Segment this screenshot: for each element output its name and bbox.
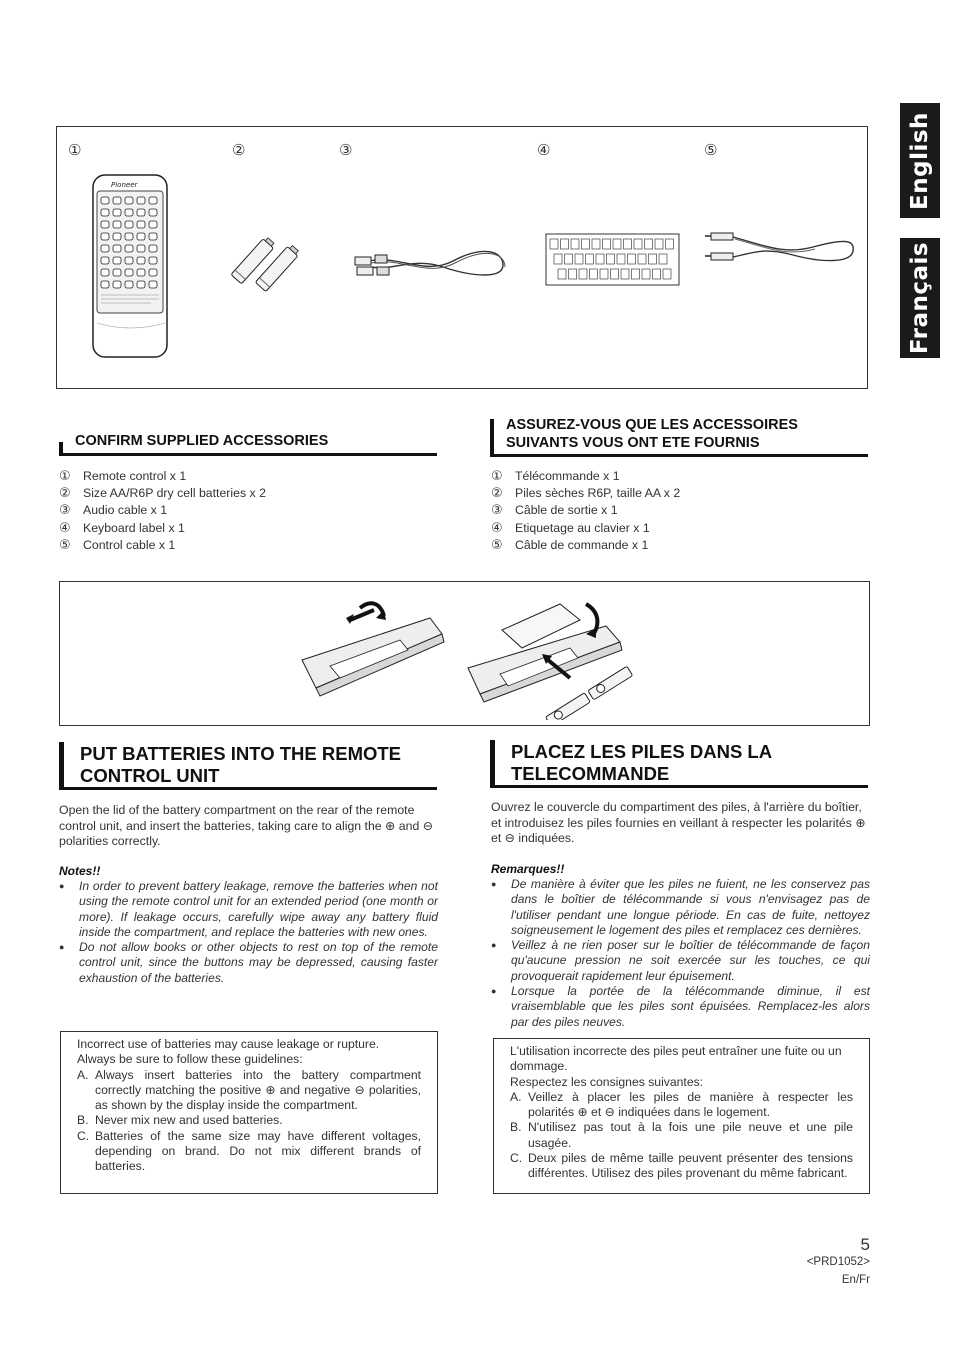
tab-english-label: English (907, 111, 934, 210)
remote-button-shape (137, 197, 145, 204)
fr-intro-paragraph: Ouvrez le couvercle du compartiment des piles, à l'arrière du boîtier, et introduisez les piles fournies en veillant à respecter les polarités ⊕ et ⊖ indiquées. (491, 800, 866, 845)
remote-button-shape (149, 269, 157, 276)
keyboard-label-illustration (545, 233, 681, 287)
list-item: ● Do not allow books or other objects to rest on top of the remote control unit, since the buttons may be depressed, causing faster exhaustion of the batteries. (59, 940, 438, 986)
fr-accessory-list (491, 468, 680, 554)
keyboard-label-key (571, 239, 579, 249)
remote-button-shape (125, 257, 133, 264)
remote-button-shape (149, 233, 157, 240)
keyboard-label-key (550, 239, 558, 249)
remote-button-shape (137, 281, 145, 288)
keyboard-label-key (575, 254, 583, 264)
keyboard-label-key (565, 254, 573, 264)
keyboard-label-key (663, 269, 671, 279)
remote-button-shape (113, 233, 121, 240)
remote-button-shape (101, 221, 109, 228)
assurez-vous-title-line1: ASSUREZ-VOUS QUE LES ACCESSOIRES (506, 417, 798, 433)
en-caution-item-b: B. Never mix new and used batteries. (77, 1113, 283, 1128)
fr-notes-title: Remarques!! (491, 862, 565, 876)
remote-button-shape (149, 209, 157, 216)
keyboard-label-key (579, 269, 587, 279)
keyboard-label-key (659, 254, 667, 264)
remote-button-shape (101, 245, 109, 252)
remote-button-shape (101, 281, 109, 288)
list-item: ⑤ Câble de commande x 1 (491, 537, 649, 553)
list-item: ● Veillez à ne rien poser sur le boîtier de télécommande de façon qu'aucune pression ne soit exercée sur les touches, ce qui provoquerait rapidement leur épuisement. (491, 938, 870, 984)
panel-number-5: ⑤ (704, 141, 718, 159)
document-code: <PRD1052> (806, 1256, 870, 1268)
remote-control-illustration (91, 173, 171, 361)
list-item: ④ Keyboard label x 1 (59, 520, 185, 536)
keyboard-label-key (561, 239, 569, 249)
remote-button-shape (113, 269, 121, 276)
keyboard-label-key (632, 269, 640, 279)
keyboard-label-key (586, 254, 594, 264)
remote-button-shape (149, 197, 157, 204)
keyboard-label-key (649, 254, 657, 264)
remote-button-shape (113, 197, 121, 204)
audio-cable-illustration (353, 243, 513, 283)
keyboard-label-key (590, 269, 598, 279)
remote-button-shape (113, 209, 121, 216)
language-code: En/Fr (841, 1274, 870, 1286)
keyboard-label-key (582, 239, 590, 249)
keyboard-label-key (603, 239, 611, 249)
panel-number-1: ① (68, 141, 82, 159)
list-item: ① Télécommande x 1 (491, 469, 620, 484)
en-caution-intro-1: Incorrect use of batteries may cause leakage or rupture. (77, 1037, 380, 1051)
list-item: ● In order to prevent battery leakage, remove the batteries when not using the remote control unit for an extended period (one month or more). If leakage occurs, carefully wipe away any battery fluid inside the compartment, and replace the batteries with new ones. (59, 879, 438, 940)
en-intro-paragraph: Open the lid of the battery compartment on the rear of the remote control unit, and insert the batteries, taking care to align the ⊕ and ⊖ polarities correctly. (59, 803, 434, 848)
remote-brand-text: Pioneer (111, 181, 138, 189)
keyboard-label-key (558, 269, 566, 279)
keyboard-label-key (600, 269, 608, 279)
keyboard-label-key (613, 239, 621, 249)
remote-button-shape (137, 233, 145, 240)
keyboard-label-key (655, 239, 663, 249)
list-item: ① Remote control x 1 (59, 469, 187, 484)
tab-english[interactable] (900, 103, 940, 218)
remote-button-shape (149, 245, 157, 252)
remote-button-shape (137, 257, 145, 264)
fr-caution-intro-1: L'utilisation incorrecte des piles peut entraîner une fuite ou un dommage. (510, 1044, 842, 1074)
put-batteries-title-line2: CONTROL UNIT (80, 765, 220, 786)
list-item: ● De manière à éviter que les piles ne fuient, ne les conservez pas dans le boîtier de télécommande si vous n'envisagez pas de l'utiliser pendant une longue période. En cas de fuite, nettoyez soigneusement le logement des piles et remplacez ces dernières. (491, 877, 870, 938)
remote-button-shape (125, 221, 133, 228)
keyboard-label-key (569, 269, 577, 279)
confirm-accessories-title: CONFIRM SUPPLIED ACCESSORIES (75, 433, 329, 449)
keyboard-label-key (628, 254, 636, 264)
remote-button-shape (113, 221, 121, 228)
remote-button-shape (113, 281, 121, 288)
keyboard-label-key (645, 239, 653, 249)
fr-notes-list (491, 877, 870, 1030)
list-item: ③ Câble de sortie x 1 (491, 503, 618, 519)
remote-button-shape (113, 245, 121, 252)
list-item: ⑤ Control cable x 1 (59, 537, 176, 553)
remote-button-shape (149, 221, 157, 228)
keyboard-label-key (653, 269, 661, 279)
en-caution-intro-2: Always be sure to follow these guidelines: (77, 1052, 303, 1067)
fr-caution-box (493, 1038, 870, 1194)
placez-piles-heading (490, 741, 868, 788)
remote-button-shape (125, 281, 133, 288)
en-notes-title: Notes!! (59, 864, 101, 878)
confirm-accessories-heading (59, 433, 437, 456)
en-caution-item-c: C. Batteries of the same size may have different voltages, depending on brand. Do not mix different brands of batteries. (77, 1128, 421, 1174)
remote-button-shape (101, 209, 109, 216)
assurez-vous-title-line2: SUIVANTS VOUS ONT ETE FOURNIS (506, 435, 760, 451)
keyboard-label-key (592, 239, 600, 249)
battery-insertion-panel (59, 581, 870, 726)
en-caution-box (60, 1031, 438, 1194)
tab-francais-label: Français (907, 241, 933, 355)
fr-caution-item-a: A. Veillez à placer les piles de manière à respecter les polarités ⊕ et ⊖ indiquées dans le logement. (510, 1089, 853, 1120)
fr-caution-intro-2: Respectez les consignes suivantes: (510, 1074, 704, 1089)
en-accessory-list (59, 468, 266, 554)
remote-button-shape (137, 221, 145, 228)
keyboard-label-key (554, 254, 562, 264)
remote-button-shape (125, 233, 133, 240)
en-caution-item-a: A. Always insert batteries into the battery compartment correctly matching the positive ⊕ and negative ⊖ polarities, as shown by the display inside the compartment. (77, 1067, 421, 1113)
placez-piles-title-line2: TELECOMMANDE (511, 763, 670, 784)
control-cable-illustration (703, 225, 859, 271)
keyboard-label-key (666, 239, 674, 249)
page-number: 5 (860, 1235, 870, 1254)
list-item: ② Size AA/R6P dry cell batteries x 2 (59, 486, 266, 502)
panel-number-3: ③ (339, 141, 353, 159)
remote-button-shape (137, 245, 145, 252)
battery-insertion-illustration (290, 590, 710, 720)
remote-button-shape (125, 245, 133, 252)
remote-button-shape (125, 269, 133, 276)
remote-button-shape (125, 197, 133, 204)
keyboard-label-key (607, 254, 615, 264)
remote-button-shape (137, 269, 145, 276)
keyboard-label-key (624, 239, 632, 249)
panel-number-4: ④ (537, 141, 551, 159)
remote-button-shape (101, 269, 109, 276)
list-item: ② Piles sèches R6P, taille AA x 2 (491, 486, 681, 502)
keyboard-label-key (621, 269, 629, 279)
tab-francais[interactable] (900, 238, 940, 358)
list-item: ● Lorsque la portée de la télécommande diminue, il est vraisemblable que les piles sont épuisées. Remplacez-les alors par des piles neuves. (491, 984, 870, 1030)
fr-caution-item-b: B. N'utilisez pas tout à la fois une pile neuve et une pile usagée. (510, 1120, 853, 1150)
list-item: ③ Audio cable x 1 (59, 503, 168, 519)
remote-button-shape (101, 257, 109, 264)
keyboard-label-key (638, 254, 646, 264)
put-batteries-heading (59, 743, 437, 790)
remote-button-shape (101, 197, 109, 204)
remote-button-shape (101, 233, 109, 240)
placez-piles-title-line1: PLACEZ LES PILES DANS LA (511, 741, 773, 762)
accessories-panel (56, 126, 868, 389)
keyboard-label-key (634, 239, 642, 249)
batteries-illustration (223, 227, 313, 297)
panel-number-2: ② (232, 141, 246, 159)
remote-button-shape (149, 257, 157, 264)
assurez-vous-heading (490, 417, 868, 457)
fr-caution-item-c: C. Deux piles de même taille peuvent présenter des tensions différentes. Utilisez des piles provenant du même fabricant. (510, 1151, 853, 1181)
list-item: ④ Etiquetage au clavier x 1 (491, 520, 650, 536)
remote-button-shape (113, 257, 121, 264)
keyboard-label-key (642, 269, 650, 279)
put-batteries-title-line1: PUT BATTERIES INTO THE REMOTE (80, 743, 402, 764)
remote-button-shape (125, 209, 133, 216)
keyboard-label-key (596, 254, 604, 264)
keyboard-label-key (617, 254, 625, 264)
en-notes-list (59, 879, 438, 986)
keyboard-label-key (611, 269, 619, 279)
remote-button-shape (149, 281, 157, 288)
remote-button-shape (137, 209, 145, 216)
